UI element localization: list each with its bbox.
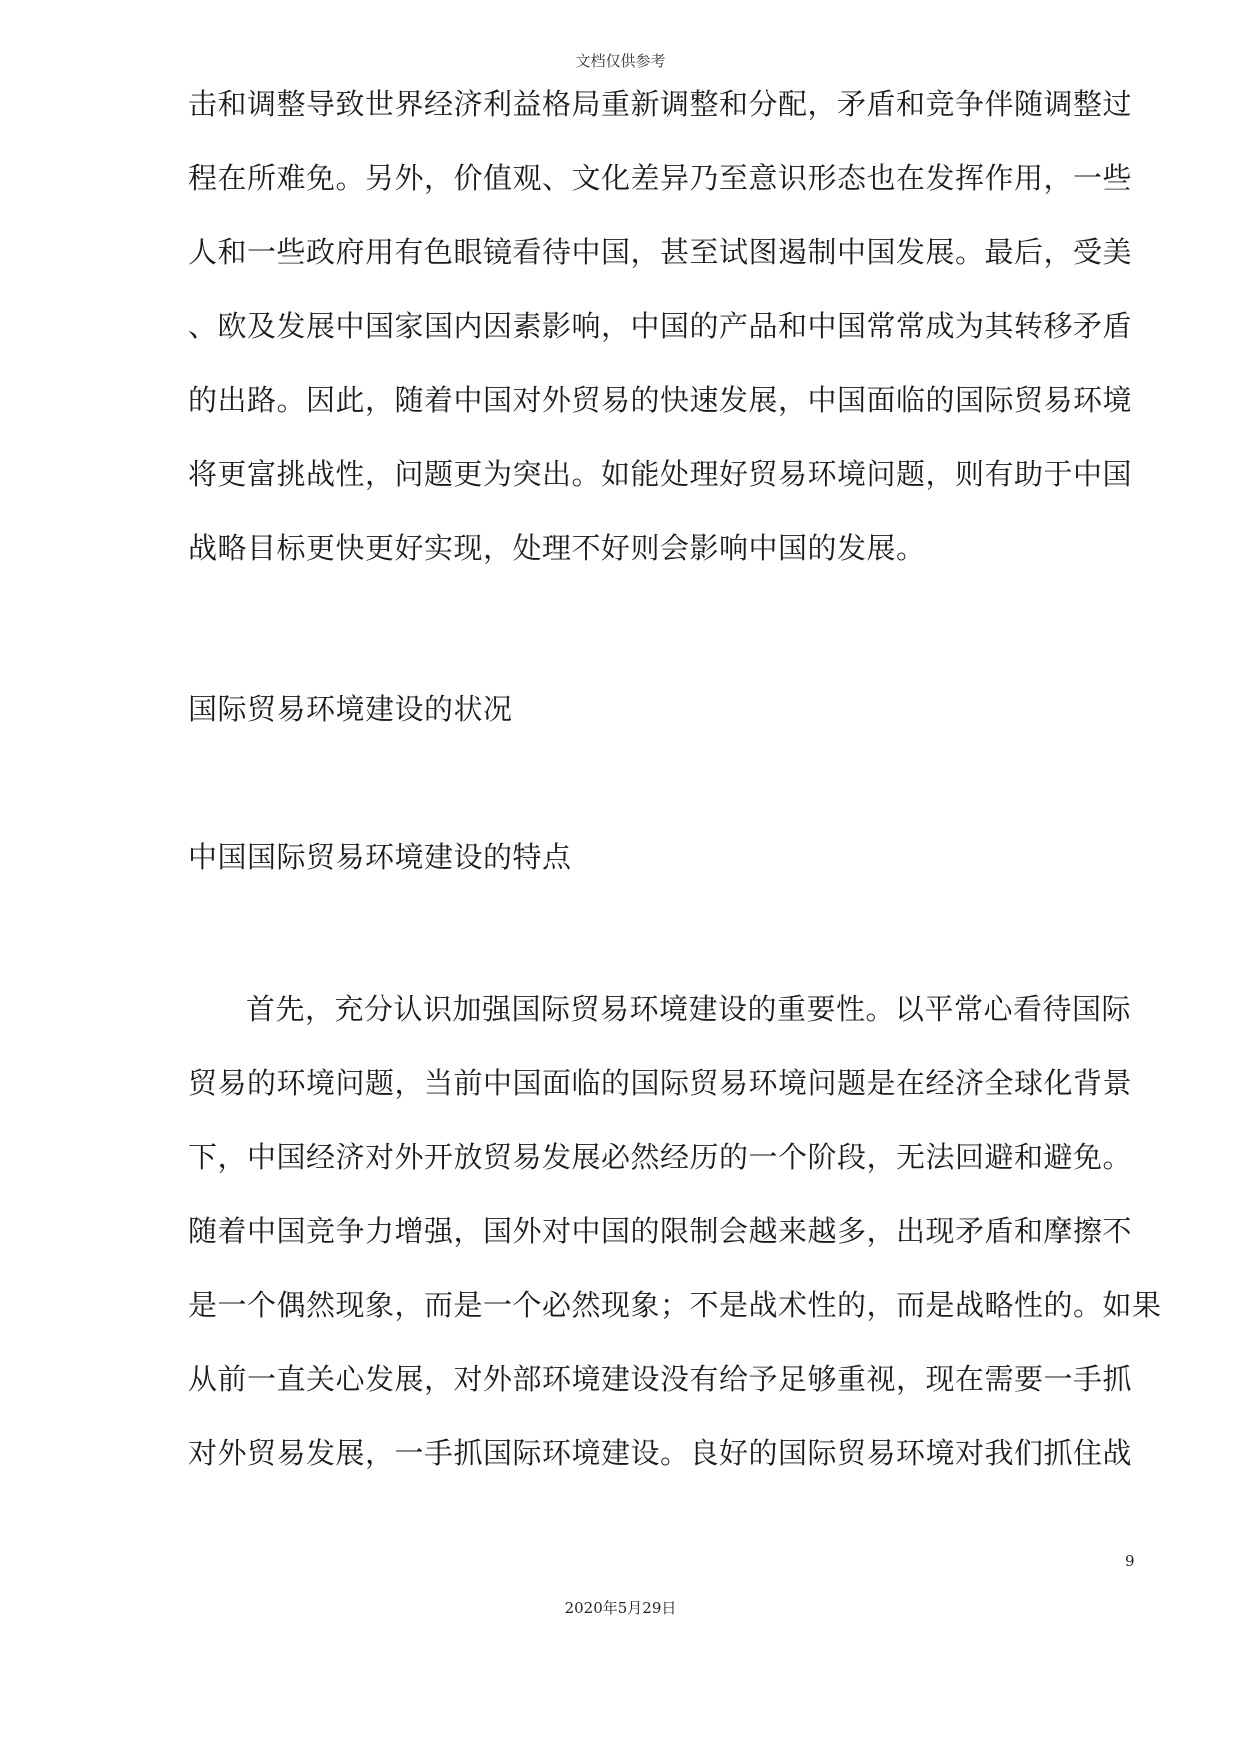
paragraph-line: 人和一些政府用有色眼镜看待中国，甚至试图遏制中国发展。最后，受美 — [188, 235, 1133, 269]
paragraph-line: 贸易的环境问题，当前中国面临的国际贸易环境问题是在经济全球化背景 — [188, 1066, 1133, 1100]
paragraph-firstly — [188, 972, 1162, 1490]
section-heading: 国际贸易环境建设的状况 — [188, 692, 513, 726]
paragraph-line: 将更富挑战性，问题更为突出。如能处理好贸易环境问题，则有助于中国 — [188, 457, 1133, 491]
paragraph-line: 的出路。因此，随着中国对外贸易的快速发展，中国面临的国际贸易环境 — [188, 383, 1133, 417]
paragraph-line: 下，中国经济对外开放贸易发展必然经历的一个阶段，无法回避和避免。 — [188, 1140, 1133, 1174]
paragraph-line: 程在所难免。另外，价值观、文化差异乃至意识形态也在发挥作用，一些 — [188, 161, 1133, 195]
paragraph-line: 首先，充分认识加强国际贸易环境建设的重要性。以平常心看待国际 — [246, 992, 1132, 1026]
paragraph-line: 从前一直关心发展，对外部环境建设没有给予足够重视，现在需要一手抓 — [188, 1362, 1133, 1396]
paragraph-continuation — [188, 67, 1138, 585]
page-header: 文档仅供参考 — [575, 52, 666, 70]
paragraph-line: 战略目标更快更好实现，处理不好则会影响中国的发展。 — [188, 531, 926, 565]
paragraph-line: 随着中国竞争力增强，国外对中国的限制会越来越多，出现矛盾和摩擦不 — [188, 1214, 1133, 1248]
paragraph-line: 击和调整导致世界经济利益格局重新调整和分配，矛盾和竞争伴随调整过 — [188, 87, 1133, 121]
subsection-heading: 中国国际贸易环境建设的特点 — [188, 840, 572, 874]
paragraph-line: 、欧及发展中国家国内因素影响，中国的产品和中国常常成为其转移矛盾 — [188, 309, 1133, 343]
paragraph-line: 对外贸易发展，一手抓国际环境建设。良好的国际贸易环境对我们抓住战 — [188, 1436, 1133, 1470]
footer-date: 2020年5月29日 — [564, 1599, 677, 1617]
paragraph-line: 是一个偶然现象，而是一个必然现象；不是战术性的，而是战略性的。如果 — [188, 1288, 1162, 1322]
page-number: 9 — [1125, 1552, 1135, 1570]
